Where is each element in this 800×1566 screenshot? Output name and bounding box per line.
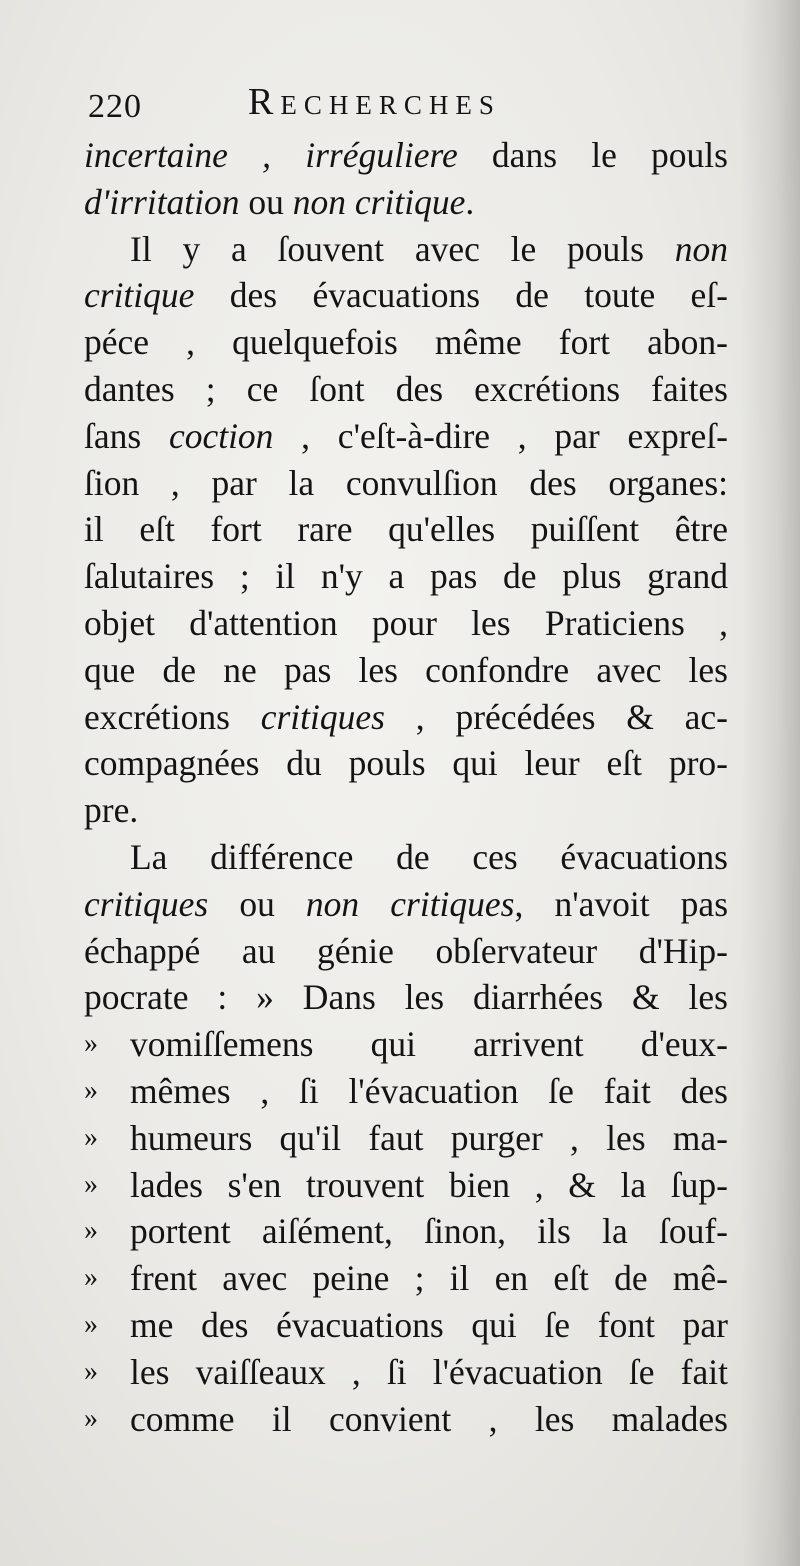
italic-text: non critique (292, 181, 466, 222)
text-segment: excrétions (84, 696, 261, 737)
text-line (84, 1302, 728, 1349)
text-segment: , n'avoit pas (514, 883, 729, 924)
text-line (84, 1208, 728, 1255)
text-line (84, 366, 728, 413)
text-line (84, 647, 728, 694)
text-line (84, 132, 728, 179)
text-segment: ou (208, 883, 306, 924)
quotation-mark: » (84, 1262, 98, 1294)
text-line (84, 974, 728, 1021)
text-segment: frent avec peine ; il en eſt de mê- (130, 1258, 728, 1299)
text-segment: me des évacuations qui ſe font par (130, 1304, 728, 1345)
text-segment: les vaiſſeaux , ſi l'évacuation ſe fait (130, 1351, 728, 1392)
text-segment: compagnées du pouls qui leur eſt pro- (84, 743, 728, 784)
text-segment: ſalutaires ; il n'y a pas de plus grand (84, 556, 728, 597)
text-segment: mêmes , ſi l'évacuation ſe fait des (130, 1070, 728, 1111)
italic-text: non critiques (305, 883, 515, 924)
italic-text: critiques (84, 883, 209, 924)
text-line (84, 413, 728, 460)
text-segment: vomiſſemens qui arrivent d'eux- (130, 1024, 728, 1065)
text-segment: pocrate : » Dans les diarrhées & les (84, 977, 728, 1018)
text-segment: portent aiſément, ſinon, ils la ſouf- (130, 1211, 728, 1252)
text-line (84, 1255, 728, 1302)
text-line (84, 319, 728, 366)
quotation-mark: » (84, 1402, 98, 1434)
text-line (84, 740, 728, 787)
page-edge-shadow (740, 0, 800, 1566)
text-segment: échappé au génie obſervateur d'Hip- (84, 930, 728, 971)
text-segment: ſion , par la convulſion des organes: (84, 462, 728, 503)
quotation-mark: » (84, 1168, 98, 1200)
text-line (84, 694, 728, 741)
text-line (84, 1068, 728, 1115)
quotation-mark: » (84, 1308, 98, 1340)
text-line (84, 1162, 728, 1209)
text-line (84, 1115, 728, 1162)
text-segment: lades s'en trouvent bien , & la ſup- (130, 1164, 728, 1205)
text-segment: que de ne pas les confondre avec les (84, 649, 728, 690)
text-segment: ſans (84, 415, 169, 456)
quotation-mark: » (84, 1028, 98, 1060)
text-line (84, 834, 728, 881)
text-line (84, 600, 728, 647)
text-segment: . (465, 181, 475, 222)
text-line (84, 928, 728, 975)
text-line (84, 226, 728, 273)
text-line (84, 460, 728, 507)
text-line (84, 1396, 728, 1443)
italic-text: non (674, 228, 728, 269)
text-line (84, 787, 728, 834)
page-header (88, 80, 588, 130)
text-segment: La différence de ces évacuations (130, 836, 728, 877)
text-segment: dans le pouls (457, 135, 728, 175)
text-segment: objet d'attention pour les Praticiens , (84, 602, 728, 643)
quotation-mark: » (84, 1121, 98, 1153)
text-line (84, 1349, 728, 1396)
text-segment: humeurs qu'il faut purger , les ma- (130, 1117, 728, 1158)
text-line (84, 1021, 728, 1068)
quotation-mark: » (84, 1215, 98, 1247)
quotation-mark: » (84, 1074, 98, 1106)
text-segment: comme il convient , les malades (130, 1398, 728, 1439)
text-segment: ou (239, 181, 293, 222)
text-line (84, 881, 728, 928)
text-segment: il eſt fort rare qu'elles puiſſent être (84, 509, 728, 550)
quotation-mark: » (84, 1355, 98, 1387)
body-text (84, 132, 728, 1442)
text-segment: pre. (84, 790, 139, 831)
text-line (84, 179, 728, 226)
text-segment: péce , quelquefois même fort abon- (84, 322, 728, 363)
text-segment: , précédées & ac- (384, 696, 728, 737)
text-segment: Il y a ſouvent avec le pouls (130, 228, 675, 269)
text-line (84, 553, 728, 600)
text-segment: , c'eſt-à-dire , par expreſ- (273, 415, 728, 456)
text-line (84, 272, 728, 319)
running-head: Recherches (248, 81, 501, 123)
italic-text: coction (168, 415, 274, 456)
italic-text: critiques (260, 696, 385, 737)
text-segment: dantes ; ce ſont des excrétions faites (84, 368, 728, 409)
text-segment: des évacuations de toute eſ- (194, 275, 728, 316)
italic-text: critique (84, 275, 195, 316)
page-number: 220 (88, 88, 142, 125)
text-line (84, 506, 728, 553)
italic-text: incertaine , irréguliere (84, 135, 458, 175)
italic-text: d'irritation (84, 181, 240, 222)
